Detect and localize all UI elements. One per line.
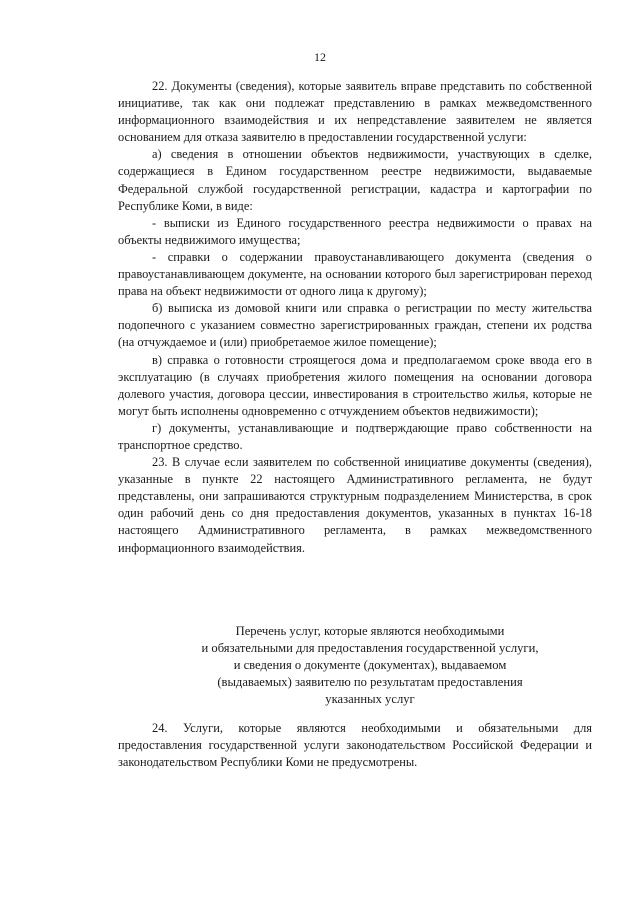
section-heading (150, 623, 590, 708)
main-text-block (118, 78, 592, 557)
paragraph-24: 24. Услуги, которые являются необходимыми и обязательными для предоставления государственной услуги законодательством Российской Федерации и законодательством Республики Коми не предусмотрены. (118, 721, 592, 770)
section-heading-line: и обязательными для предоставления государственной услуги, (201, 641, 539, 655)
paragraph-22-a: а) сведения в отношении объектов недвижимости, участвующих в сделке, содержащиеся в Едином государственном реестре недвижимости, выдаваемые Федеральной службой государственной регистрации, кадастра и картографии по Республике Коми, в виде: (118, 147, 592, 213)
paragraph-22-a-dash-1: - выписки из Единого государственного реестра недвижимости о правах на объекты недвижимого имущества; (118, 215, 592, 247)
paragraph-22-g: г) документы, устанавливающие и подтверждающие право собственности на транспортное средство. (118, 420, 592, 452)
section-heading-line: (выдаваемых) заявителю по результатам предоставления (217, 675, 523, 689)
paragraph-23: 23. В случае если заявителем по собственной инициативе документы (сведения), указанные в пункте 22 настоящего Административного регламента, не будут представлены, они запрашиваются структурным подразделением Министерства, в срок один рабочий день со дня предоставления документов, указанных в пунктах 16-18 настоящего Административного регламента, в рамках межведомственного информационного взаимодействия. (118, 455, 592, 555)
paragraph-22-v: в) справка о готовности строящегося дома и предполагаемом сроке ввода его в эксплуатацию (в случаях приобретения жилого помещения на основании договора долевого участия, договора цессии, инвестирования в строительство жилья, которые не могут быть исполнены одновременно с отчуждением объектов недвижимости); (118, 352, 592, 418)
page-number: 12 (314, 50, 326, 64)
final-text-block (118, 720, 592, 771)
paragraph-22-a-dash-2: - справки о содержании правоустанавливающего документа (сведения о правоустанавливающем документе, на основании которого был зарегистрирован переход права на объект недвижимости от одного лица к другому); (118, 249, 592, 299)
section-heading-line: указанных услуг (325, 692, 415, 706)
section-heading-line: Перечень услуг, которые являются необходимыми (235, 624, 505, 638)
section-heading-line: и сведения о документе (документах), выдаваемом (233, 658, 507, 672)
paragraph-22: 22. Документы (сведения), которые заявитель вправе представить по собственной инициативе, так как они подлежат представлению в рамках межведомственного информационного взаимодействия и их непредставление заявителем не является основанием для отказа заявителю в предоставлении государственной услуги: (118, 79, 592, 145)
paragraph-22-b: б) выписка из домовой книги или справка о регистрации по месту жительства подопечного с указанием совместно зарегистрированных граждан, степени их родства (на отчуждаемое и (или) приобретаемое жилое помещение); (118, 301, 592, 350)
